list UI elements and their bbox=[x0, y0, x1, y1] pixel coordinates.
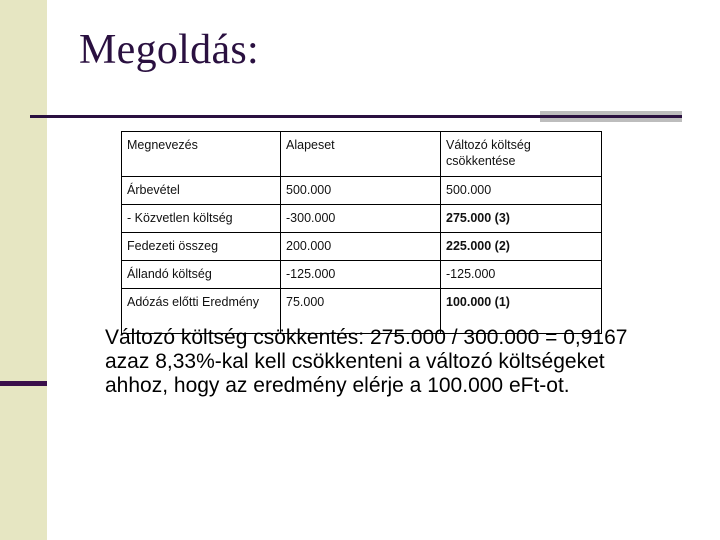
table-cell: -125.000 bbox=[441, 261, 602, 289]
table-cell: 500.000 bbox=[441, 177, 602, 205]
sidebar-accent-line bbox=[0, 381, 47, 386]
table-cell: - Közvetlen költség bbox=[122, 205, 281, 233]
table-cell: 75.000 bbox=[281, 289, 441, 334]
title-divider bbox=[30, 115, 682, 118]
table-row bbox=[122, 205, 602, 233]
explanation-text: Változó költség csökkentés: 275.000 / 300.000 = 0,9167 azaz 8,33%-kal kell csökkenteni a változó költségeket ahhoz, hogy az eredmény elérje a 100.000 eFt-ot. bbox=[105, 326, 628, 397]
table-row bbox=[122, 233, 602, 261]
table-cell: 200.000 bbox=[281, 233, 441, 261]
header-cell: Változó költség csökkentése bbox=[441, 132, 602, 177]
decorative-sidebar bbox=[0, 0, 47, 540]
table-row bbox=[122, 177, 602, 205]
table-row bbox=[122, 261, 602, 289]
table-cell: Fedezeti összeg bbox=[122, 233, 281, 261]
table-cell: 225.000 (2) bbox=[441, 233, 602, 261]
table-cell: 500.000 bbox=[281, 177, 441, 205]
table-cell: -125.000 bbox=[281, 261, 441, 289]
cost-table bbox=[121, 131, 602, 334]
table-cell: Árbevétel bbox=[122, 177, 281, 205]
slide-title: Megoldás: bbox=[79, 27, 260, 73]
table-cell: -300.000 bbox=[281, 205, 441, 233]
table-cell: Adózás előtti Eredmény bbox=[122, 289, 281, 334]
table-cell: 100.000 (1) bbox=[441, 289, 602, 334]
header-cell: Alapeset bbox=[281, 132, 441, 177]
header-cell: Megnevezés bbox=[122, 132, 281, 177]
table-header-row bbox=[122, 132, 602, 177]
table-cell: Állandó költség bbox=[122, 261, 281, 289]
table-cell: 275.000 (3) bbox=[441, 205, 602, 233]
